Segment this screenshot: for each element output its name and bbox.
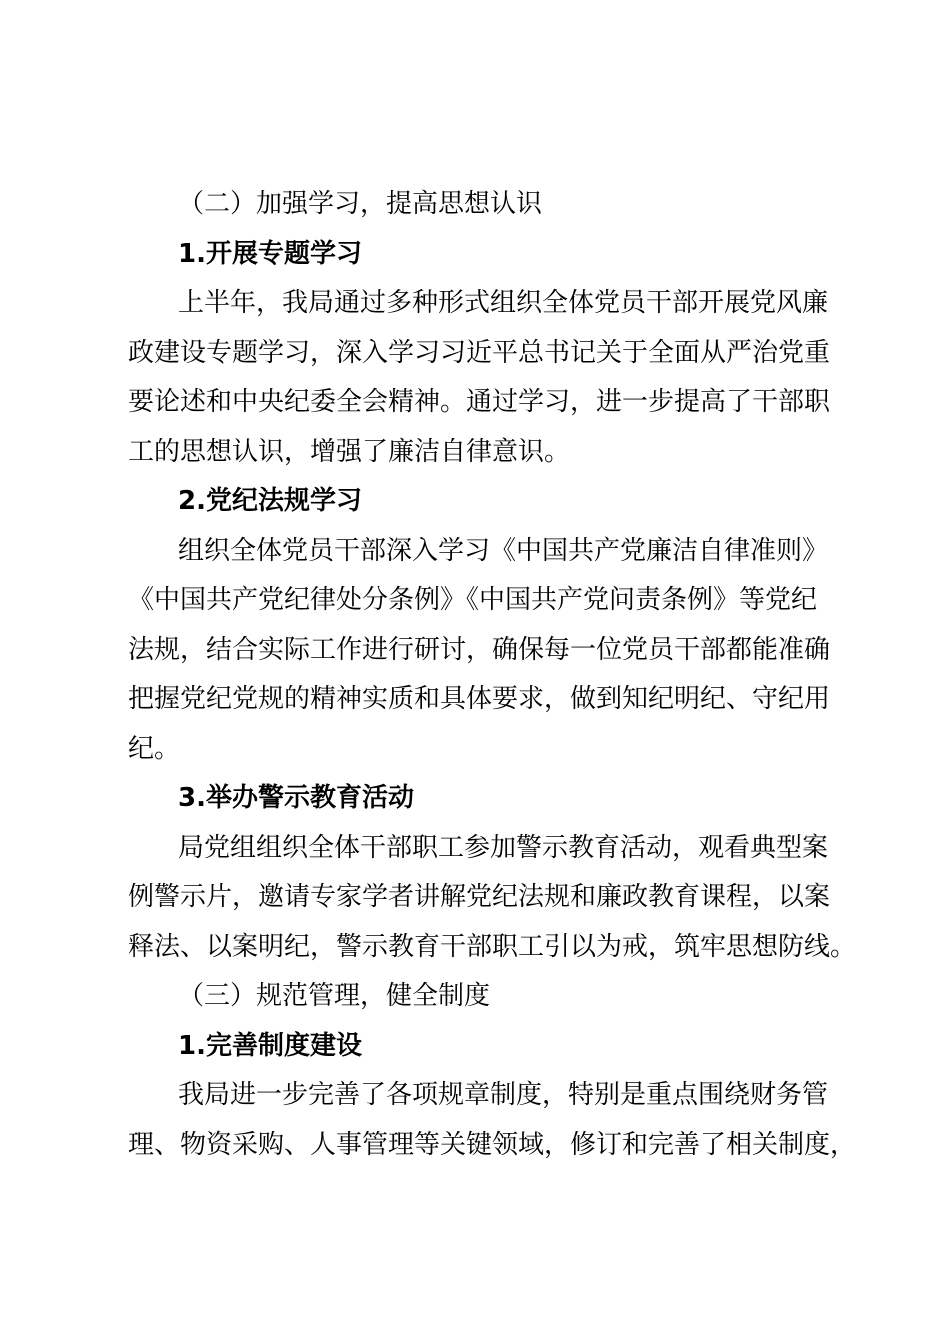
paragraph-line: 工的思想认识，增强了廉洁自律意识。 — [128, 436, 571, 467]
section-heading-2: （二）加强学习，提高思想认识 — [178, 189, 543, 219]
paragraph-line: 例警示片，邀请专家学者讲解党纪法规和廉政教育课程，以案 — [128, 882, 831, 912]
paragraph-line: 把握党纪党规的精神实质和具体要求，做到知纪明纪、守纪用 — [128, 684, 831, 714]
paragraph-line: 《中国共产党纪律处分条例》《中国共产党问责条例》等党纪 — [128, 585, 818, 615]
paragraph-line: 政建设专题学习，深入学习习近平总书记关于全面从严治党重 — [128, 337, 831, 368]
paragraph-line: 释法、以案明纪，警示教育干部职工引以为戒，筑牢思想防线。 — [128, 931, 857, 962]
paragraph-line: 上半年，我局通过多种形式组织全体党员干部开展党风廉 — [178, 288, 829, 318]
subheading-3: 3.举办警示教育活动 — [178, 783, 414, 813]
document-body — [128, 180, 857, 1170]
paragraph-line: 局党组组织全体干部职工参加警示教育活动，观看典型案 — [178, 832, 829, 863]
subheading-1b: 1.完善制度建设 — [178, 1030, 362, 1061]
paragraph-line: 组织全体党员干部深入学习《中国共产党廉洁自律准则》 — [178, 535, 829, 566]
paragraph-line: 法规，结合实际工作进行研讨，确保每一位党员干部都能准确 — [128, 634, 831, 665]
paragraph-line: 理、物资采购、人事管理等关键领域，修订和完善了相关制度， — [128, 1129, 857, 1160]
subheading-1: 1.开展专题学习 — [178, 238, 362, 269]
paragraph-line: 纪。 — [128, 733, 181, 764]
paragraph-line: 要论述和中央纪委全会精神。通过学习，进一步提高了干部职 — [128, 387, 831, 417]
subheading-2: 2.党纪法规学习 — [178, 486, 362, 516]
section-heading-3: （三）规范管理，健全制度 — [178, 981, 491, 1011]
paragraph-line: 我局进一步完善了各项规章制度，特别是重点围绕财务管 — [178, 1080, 829, 1110]
